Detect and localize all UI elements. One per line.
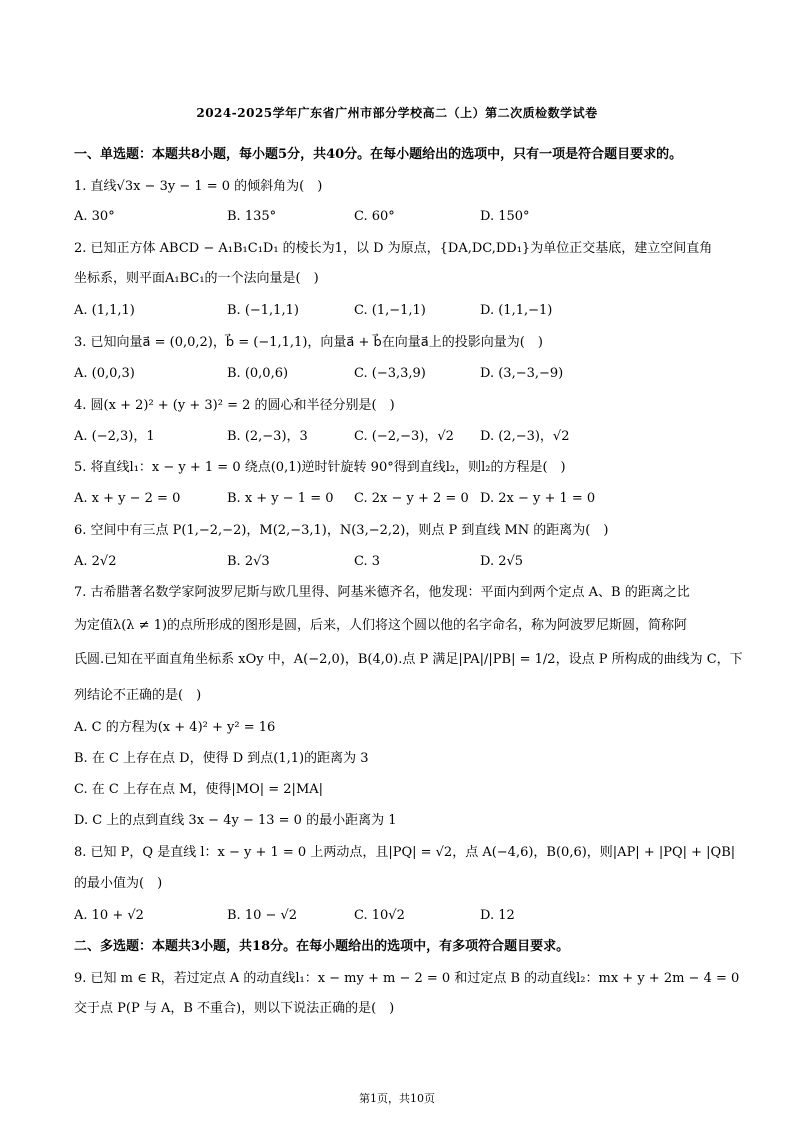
option-b: B. 2√3 bbox=[227, 554, 270, 569]
option-c: C. (1,−1,1) bbox=[354, 303, 426, 318]
option-b: B. 135° bbox=[227, 209, 277, 224]
question-6: 6. 空间中有三点 P(1,−2,−2)，M(2,−3,1)，N(3,−2,2)，则点 P 到直线 MN 的距离为( ) bbox=[74, 523, 609, 538]
question-9-line-2: 交于点 P(P 与 A，B 不重合)，则以下说法正确的是( ) bbox=[74, 1001, 395, 1016]
option-c: C. (−3,3,9) bbox=[354, 366, 426, 381]
question-7-line-3: 氏圆.已知在平面直角坐标系 xOy 中，A(−2,0)，B(4,0).点 P 满足|PA|/|PB| = 1/2，设点 P 所构成的曲线为 C，下 bbox=[74, 652, 743, 667]
question-5: 5. 将直线l₁：x − y + 1 = 0 绕点(0,1)逆时针旋转 90°得到直线l₂，则l₂的方程是( ) bbox=[74, 460, 566, 475]
option-a: A. (1,1,1) bbox=[74, 303, 135, 318]
option-b: B. (2,−3)，3 bbox=[227, 429, 308, 444]
section-heading-single-choice: 一、单选题：本题共8小题，每小题5分，共40分。在每小题给出的选项中，只有一项是符合题目要求的。 bbox=[74, 147, 683, 162]
question-2-line-2: 坐标系，则平面A₁BC₁的一个法向量是( ) bbox=[74, 271, 319, 286]
option-d: D. (3,−3,−9) bbox=[480, 366, 564, 381]
option-d: D. (2,−3)，√2 bbox=[480, 429, 570, 444]
option-d: D. 12 bbox=[480, 908, 515, 923]
option-a: A. x + y − 2 = 0 bbox=[74, 491, 181, 506]
question-7-option-b: B. 在 C 上存在点 D，使得 D 到点(1,1)的距离为 3 bbox=[74, 751, 369, 766]
option-c: C. 10√2 bbox=[354, 908, 405, 923]
option-d: D. 150° bbox=[480, 209, 530, 224]
option-a: A. (0,0,3) bbox=[74, 366, 135, 381]
option-a: A. 2√2 bbox=[74, 554, 117, 569]
question-8-line-2: 的最小值为( ) bbox=[74, 876, 163, 891]
question-9-line-1: 9. 已知 m ∈ R，若过定点 A 的动直线l₁：x − my + m − 2 = 0 和过定点 B 的动直线l₂：mx + y + 2m − 4 = 0 bbox=[74, 971, 740, 986]
question-7-option-d: D. C 上的点到直线 3x − 4y − 13 = 0 的最小距离为 1 bbox=[74, 813, 397, 828]
question-7-option-c: C. 在 C 上存在点 M，使得|MO| = 2|MA| bbox=[74, 782, 324, 797]
option-d: D. 2√5 bbox=[480, 554, 524, 569]
option-c: C. 3 bbox=[354, 554, 381, 569]
question-8-line-1: 8. 已知 P，Q 是直线 l：x − y + 1 = 0 上两动点，且|PQ| = √2，点 A(−4,6)，B(0,6)，则|AP| + |PQ| + |QB| bbox=[74, 845, 736, 860]
question-7-line-2: 为定值λ(λ ≠ 1)的点所形成的图形是圆，后来，人们将这个圆以他的名字命名，称为阿波罗尼斯圆，简称阿 bbox=[74, 618, 688, 633]
question-3: 3. 已知向量a⃗ = (0,0,2)，b⃗ = (−1,1,1)，向量a⃗ + b⃗在向量a⃗上的投影向量为( ) bbox=[74, 335, 543, 350]
option-c: C. (−2,−3)，√2 bbox=[354, 429, 454, 444]
page-title: 2024-2025学年广东省广州市部分学校高二（上）第二次质检数学试卷 bbox=[196, 106, 598, 120]
option-a: A. (−2,3)，1 bbox=[74, 429, 155, 444]
question-1: 1. 直线√3x − 3y − 1 = 0 的倾斜角为( ) bbox=[74, 179, 323, 194]
option-d: D. 2x − y + 1 = 0 bbox=[480, 491, 596, 506]
option-d: D. (1,1,−1) bbox=[480, 303, 553, 318]
option-c: C. 60° bbox=[354, 209, 395, 224]
page-footer: 第1页，共10页 bbox=[359, 1092, 435, 1105]
question-2-line-1: 2. 已知正方体 ABCD − A₁B₁C₁D₁ 的棱长为1，以 D 为原点，{DA,DC,DD₁}为单位正交基底，建立空间直角 bbox=[74, 241, 713, 256]
section-heading-multiple-choice: 二、多选题：本题共3小题，共18分。在每小题给出的选项中，有多项符合题目要求。 bbox=[74, 939, 570, 954]
option-b: B. (0,0,6) bbox=[227, 366, 289, 381]
option-a: A. 10 + √2 bbox=[74, 908, 144, 923]
question-7-option-a: A. C 的方程为(x + 4)² + y² = 16 bbox=[74, 720, 276, 735]
option-c: C. 2x − y + 2 = 0 bbox=[354, 491, 469, 506]
question-7-line-1: 7. 古希腊著名数学家阿波罗尼斯与欧几里得、阿基米德齐名，他发现：平面内到两个定点 A、B 的距离之比 bbox=[74, 585, 690, 600]
question-4: 4. 圆(x + 2)² + (y + 3)² = 2 的圆心和半径分别是( ) bbox=[74, 398, 395, 413]
option-b: B. (−1,1,1) bbox=[227, 303, 299, 318]
option-b: B. x + y − 1 = 0 bbox=[227, 491, 334, 506]
question-7-line-4: 列结论不正确的是( ) bbox=[74, 688, 202, 703]
option-b: B. 10 − √2 bbox=[227, 908, 298, 923]
option-a: A. 30° bbox=[74, 209, 115, 224]
